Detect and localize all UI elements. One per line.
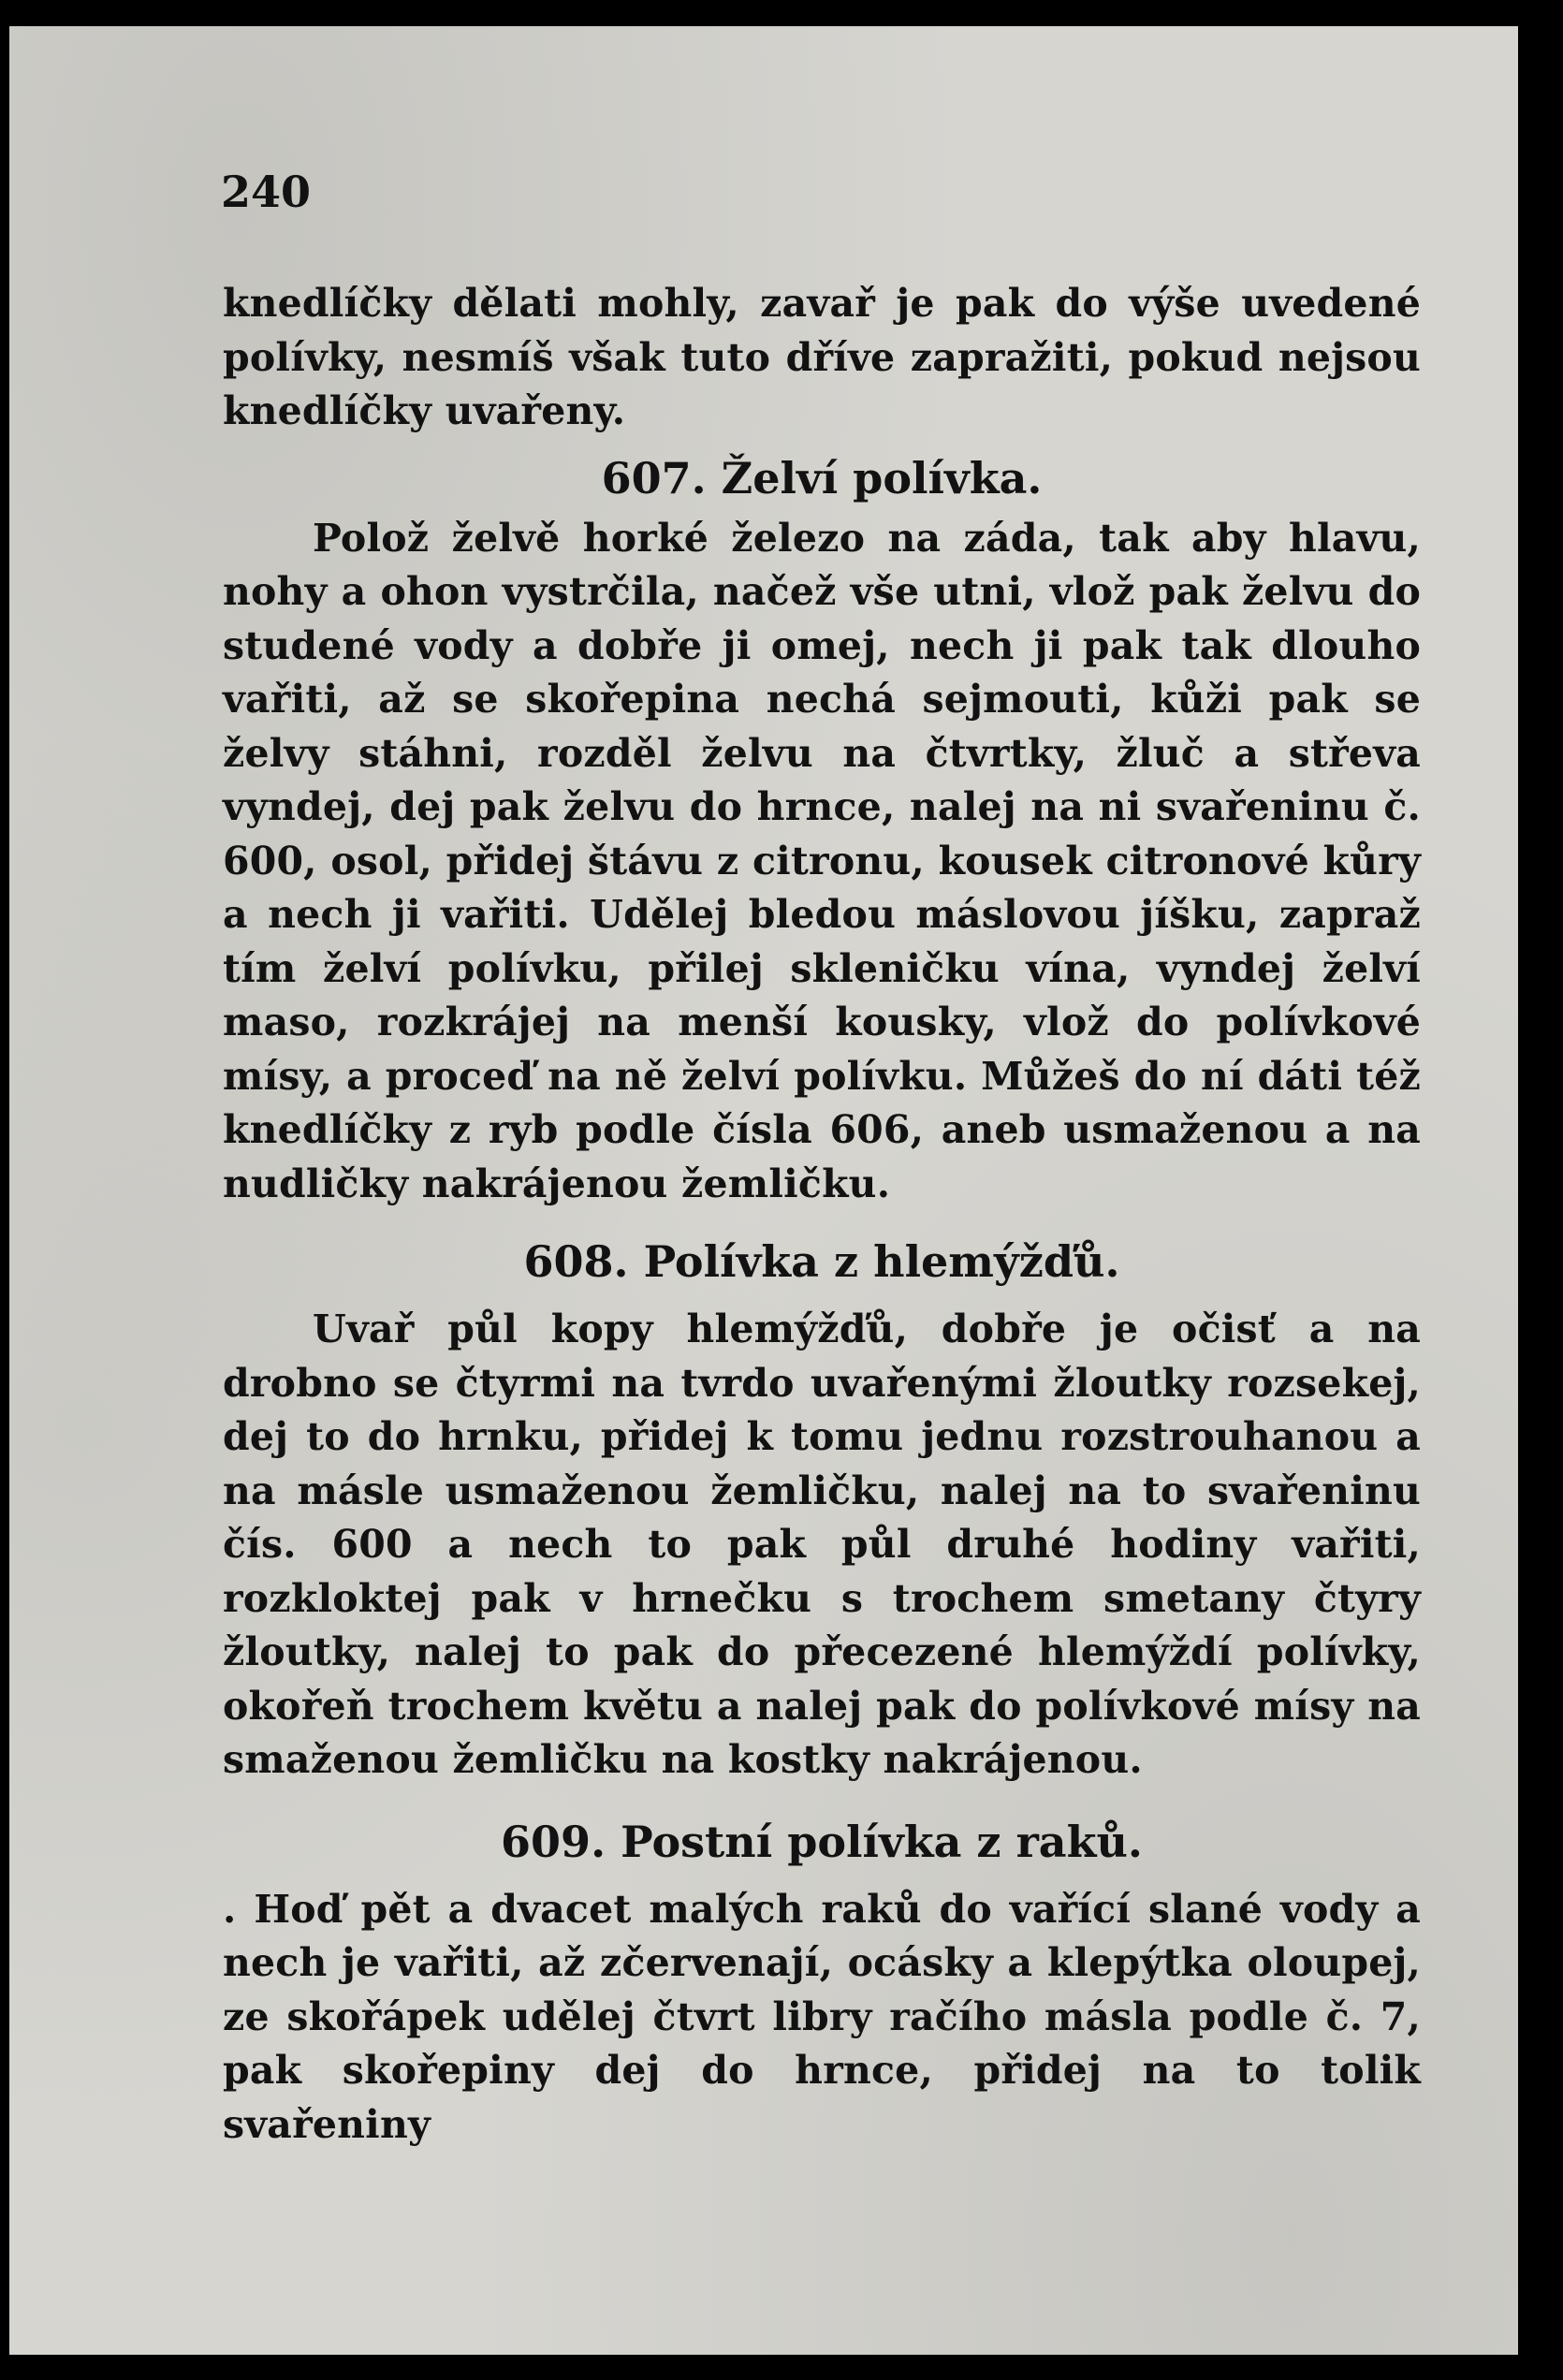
recipe-609-body: . Hoď pět a dvacet malých raků do vařící slané vody a nech je vařiti, až zčervenají, ocásky a klepýtka oloupej, ze skořápek udělej čtvrt libry račího másla podle č. 7, pak skořepiny dej do hrnce, přidej na to tolik svařeniny	[223, 1886, 1421, 2147]
recipe-609-title: 609. Postní polívka z raků.	[501, 1816, 1143, 1867]
page-content	[223, 277, 1421, 2152]
page-number: 240	[221, 167, 312, 217]
recipe-607-title: 607. Želví polívka.	[601, 452, 1043, 504]
recipe-607-body: Polož želvě horké železo na záda, tak aby hlavu, nohy a ohon vystrčila, načež vše utni, vlož pak želvu do studené vody a dobře ji omej, nech ji pak tak dlouho vařiti, až se skořepina nechá sejmouti, kůži pak se želvy stáhni, rozděl želvu na čtvrtky, žluč a střeva vyndej, dej pak želvu do hrnce, nalej na ni svařeninu č. 600, osol, přidej štávu z citronu, kousek citronové kůry a nech ji vařiti. Udělej bledou máslovou jíšku, zapraž tím želví polívku, přilej skleničku vína, vyndej želví maso, rozkrájej na menší kousky, vlož do polívkové mísy, a proceď na ně želví polívku. Můžeš do ní dáti též knedlíčky z ryb podle čísla 606, aneb usmaženou a na nudličky nakrájenou žemličku.	[223, 515, 1421, 1206]
book-page	[9, 26, 1518, 2355]
recipe-608-body: Uvař půl kopy hlemýžďů, dobře je očisť a na drobno se čtyrmi na tvrdo uvařenými žloutky rozsekej, dej to do hrnku, přidej k tomu jednu rozstrouhanou a na másle usmaženou žemličku, nalej na to svařeninu čís. 600 a nech to pak půl druhé hodiny vařiti, rozkloktej pak v hrnečku s trochem smetany čtyry žloutky, nalej to pak do přecezené hlemýždí polívky, okořeň trochem květu a nalej pak do polívkové mísy na smaženou žemličku na kostky nakrájenou.	[223, 1307, 1421, 1782]
intro-paragraph: knedlíčky dělati mohly, zavař je pak do výše uvedené polívky, nesmíš však tuto dříve zapražiti, pokud nejsou knedlíčky uvařeny.	[223, 281, 1421, 433]
recipe-608-title: 608. Polívka z hlemýžďů.	[523, 1236, 1120, 1287]
